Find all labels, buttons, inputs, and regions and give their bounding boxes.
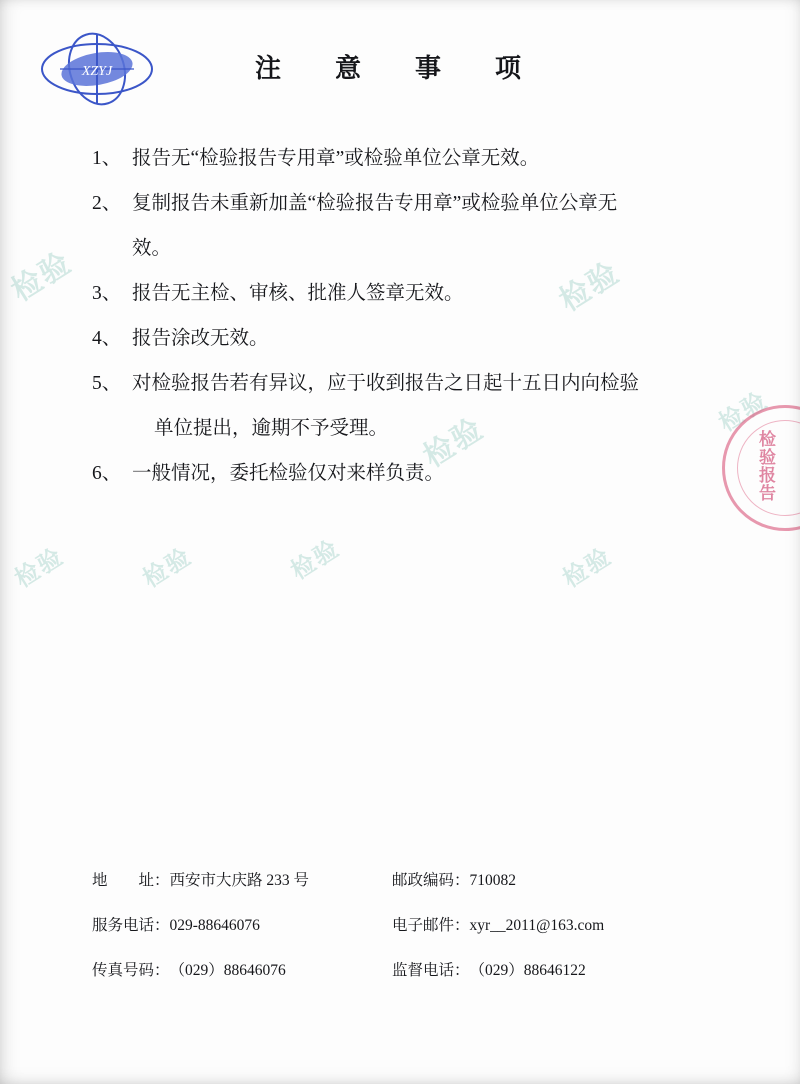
seal-text: 检验报告 [756,430,775,502]
list-item-line1: 对检验报告若有异议，应于收到报告之日起十五日内向检验 [132,373,640,394]
list-item-line1: 复制报告未重新加盖“检验报告专用章”或检验单位公章无 [132,193,618,214]
footer-address-label: 地 址： [92,872,170,889]
list-item [92,316,692,361]
footer-row [92,913,712,958]
official-seal-stamp [722,405,800,531]
footer-supervision-phone-value: （029）88646122 [469,962,586,979]
footer-email-value: xyr__2011@163.com [469,917,605,934]
footer-supervision-phone [392,958,712,980]
list-item-text: 报告无主检、审核、批准人签章无效。 [132,283,464,304]
footer-supervision-phone-label: 监督电话： [392,962,470,979]
watermark-text: 检验 [138,543,197,594]
list-item-text [132,361,692,451]
watermark-text: 检验 [5,246,78,308]
list-item-text: 一般情况，委托检验仅对来样负责。 [132,463,445,484]
list-item-number: 5、 [92,373,122,394]
list-item [92,271,692,316]
list-item [92,451,692,496]
company-logo [38,30,156,108]
seal-inner-ring [737,420,800,516]
watermark-text: 检验 [714,387,773,438]
list-item-number: 6、 [92,463,122,484]
list-item-number: 2、 [92,193,122,214]
watermark-text: 检验 [553,256,626,318]
footer-service-phone [92,913,392,935]
footer-service-phone-label: 服务电话： [92,917,170,934]
footer-email-label: 电子邮件： [392,917,470,934]
list-item-number: 4、 [92,328,122,349]
watermark-text: 检验 [417,412,490,474]
list-item [92,136,692,181]
footer-postcode-value: 710082 [469,872,517,889]
footer-email [392,913,712,935]
list-item [92,361,692,451]
list-item-number: 3、 [92,283,122,304]
list-item-text: 报告无“检验报告专用章”或检验单位公章无效。 [132,148,540,169]
logo-text: XZYJ [81,64,113,79]
list-item-text: 报告涂改无效。 [132,328,269,349]
notice-list [92,136,692,496]
watermark-text: 检验 [286,535,345,586]
footer-fax [92,958,392,980]
list-item [92,181,692,271]
footer-contact-block [92,868,712,1003]
footer-postcode-label: 邮政编码： [392,872,470,889]
footer-address [92,868,392,890]
watermark-text: 检验 [558,543,617,594]
footer-address-value: 西安市大庆路 233 号 [169,872,310,889]
page-title: 注 意 事 项 [255,54,536,83]
footer-fax-label: 传真号码： [92,962,170,979]
footer-row [92,868,712,913]
list-item-line2: 效。 [132,238,172,259]
list-item-number: 1、 [92,148,122,169]
list-item-text [132,181,692,271]
footer-fax-value: （029）88646076 [169,962,286,979]
footer-row [92,958,712,1003]
list-item-line2: 单位提出，逾期不予受理。 [154,418,389,439]
footer-service-phone-value: 029-88646076 [169,917,260,934]
footer-postcode [392,868,712,890]
watermark-text: 检验 [10,543,69,594]
